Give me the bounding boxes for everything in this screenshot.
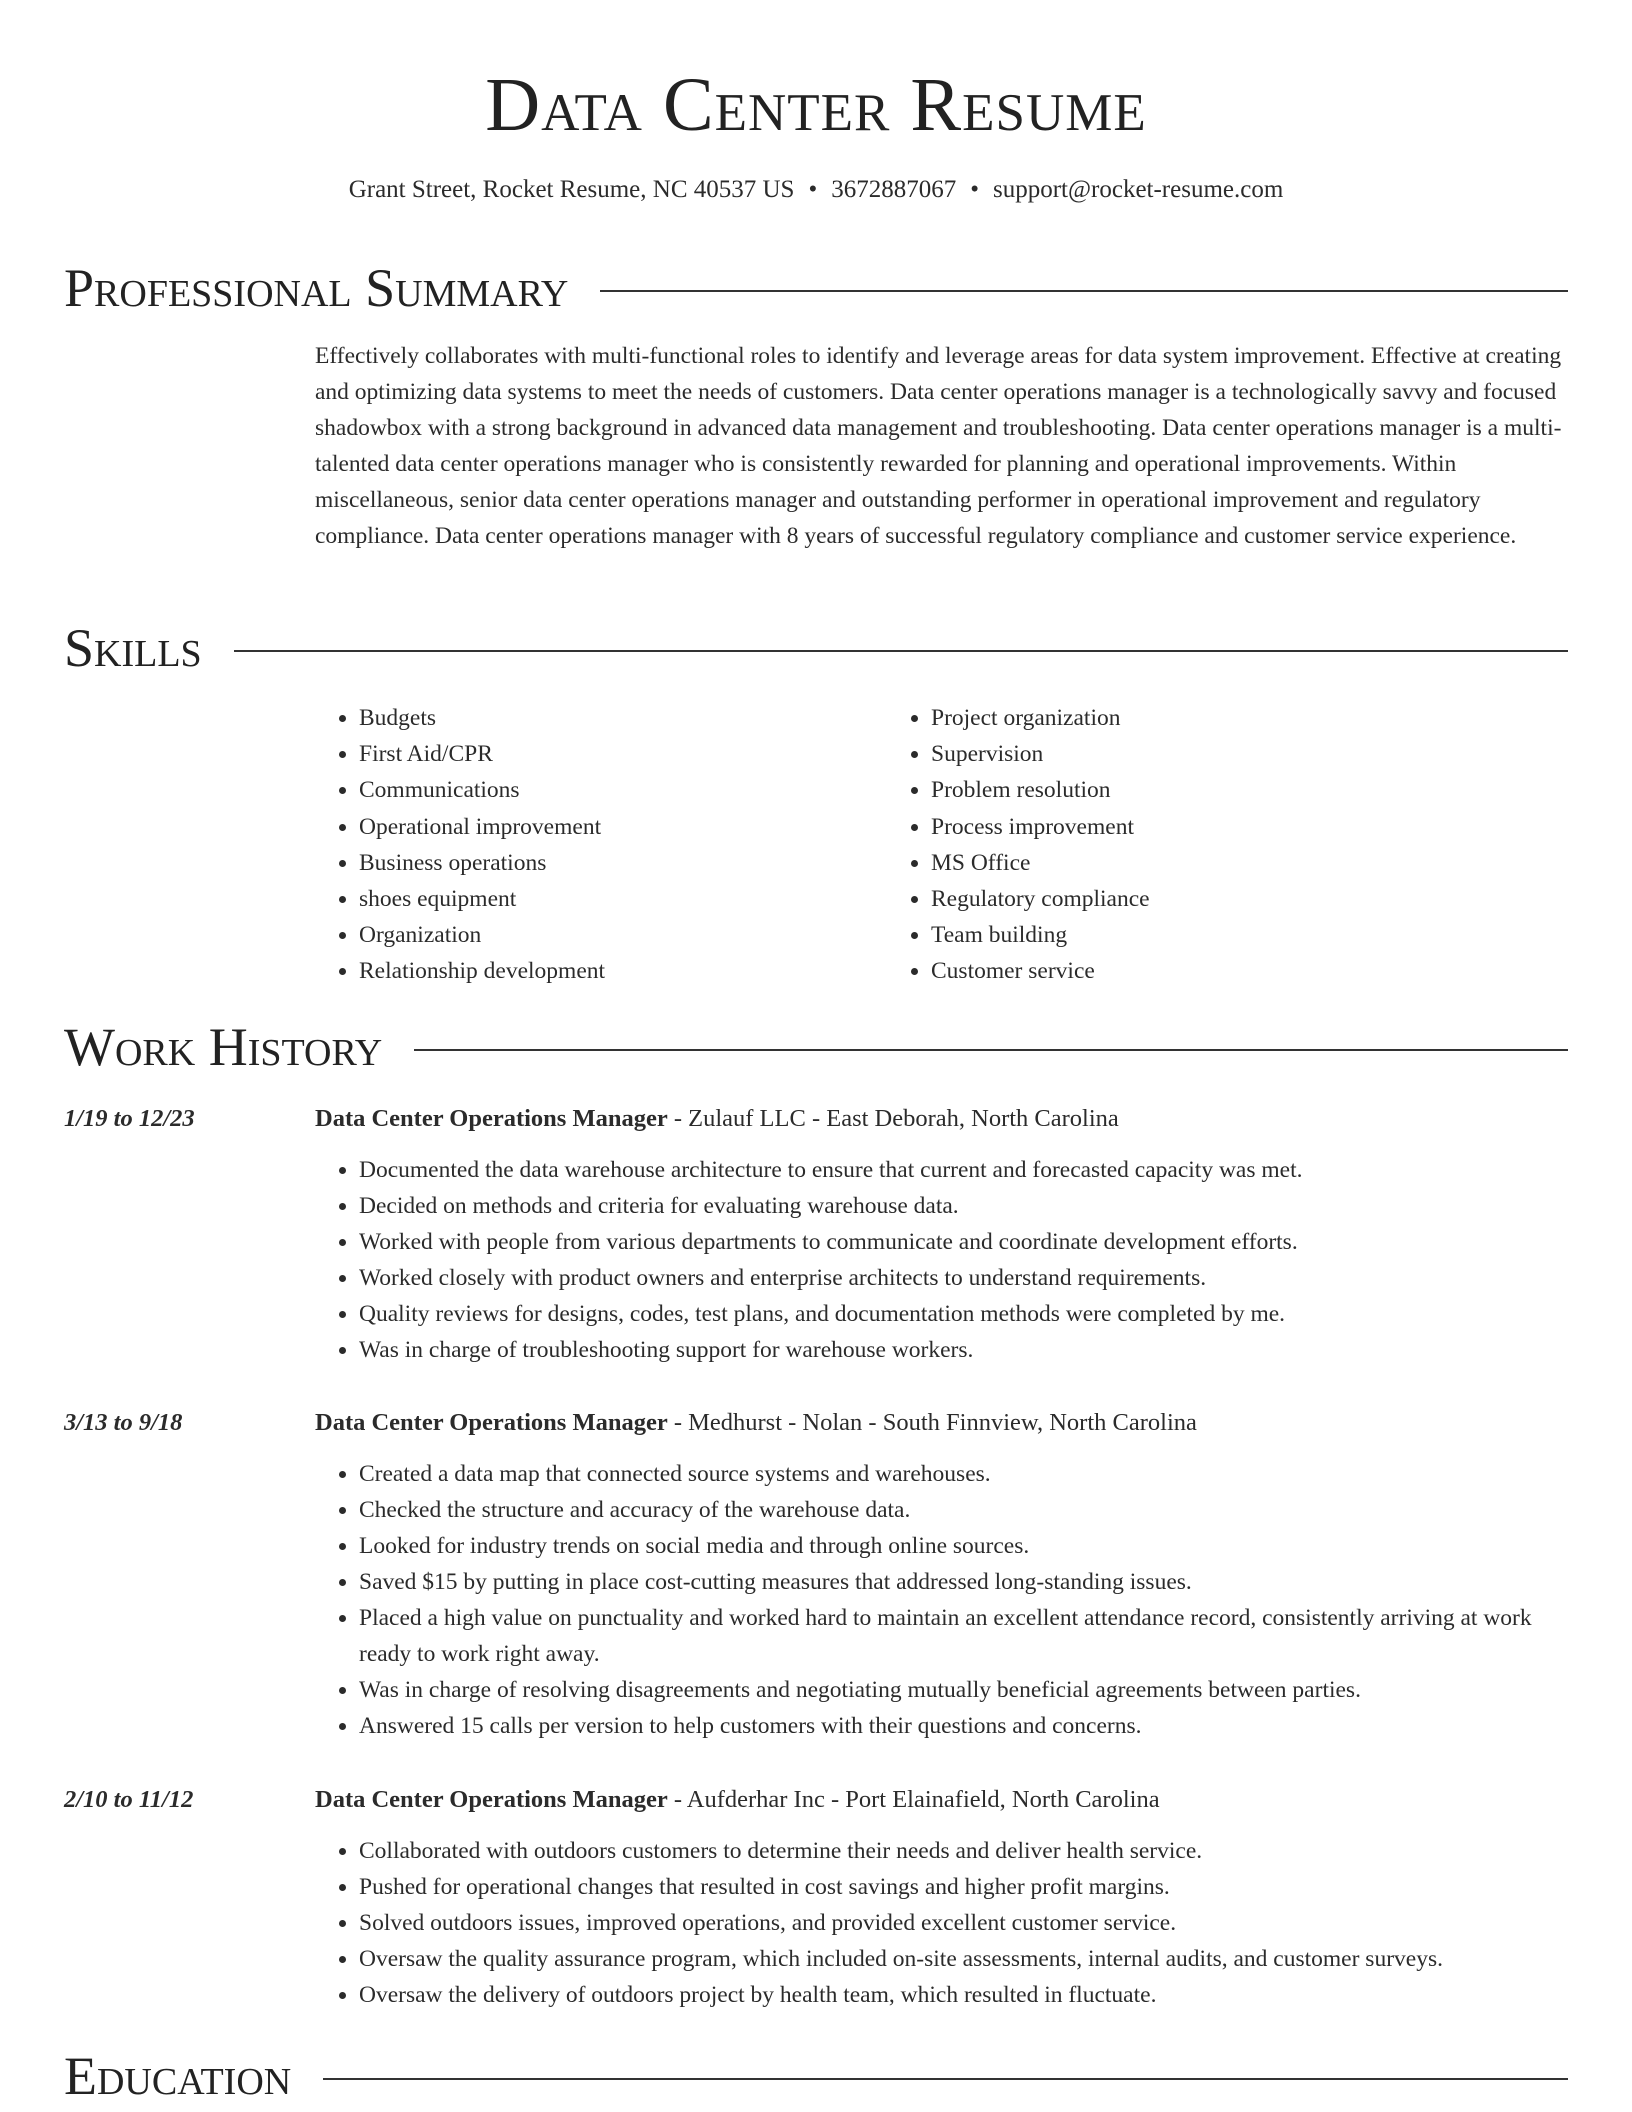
skills-column-left: [315, 700, 887, 990]
job-bullet: • Solved outdoors issues, improved operations, and provided excellent customer service.: [359, 1905, 1568, 1941]
job-title: Data Center Operations Manager: [315, 1409, 668, 1436]
skills-section-header: [64, 616, 1568, 680]
skill-item: • Relationship development: [359, 953, 887, 989]
job-dates: 2/10 to 11/12: [64, 1786, 194, 1813]
skill-item: • First Aid/CPR: [359, 736, 887, 772]
skills-list: [315, 700, 1568, 990]
job-entry: [64, 1102, 1568, 1368]
job-employer: - Zulauf LLC - East Deborah, North Carolina: [667, 1105, 1119, 1132]
job-header: [64, 1406, 1568, 1440]
summary-section-header: [64, 256, 1568, 320]
job-title: Data Center Operations Manager: [315, 1786, 668, 1813]
contact-address: Grant Street, Rocket Resume, NC 40537 US: [348, 176, 795, 203]
education-section-header: [64, 2044, 1568, 2108]
job-bullet: • Looked for industry trends on social media and through online sources.: [359, 1528, 1568, 1564]
skill-item: • Project organization: [931, 700, 1507, 736]
contact-line: [0, 174, 1632, 206]
job-bullet: • Answered 15 calls per version to help customers with their questions and concerns.: [359, 1708, 1568, 1744]
skill-item: • Customer service: [931, 953, 1507, 989]
skill-item: • Process improvement: [931, 809, 1507, 845]
section-divider: [414, 1049, 1568, 1051]
job-title-line: [315, 1102, 1568, 1136]
skill-item: • shoes equipment: [359, 881, 887, 917]
job-bullet: • Was in charge of troubleshooting support for warehouse workers.: [359, 1332, 1568, 1368]
work-heading: Work History: [64, 1017, 383, 1077]
job-bullet: • Created a data map that connected source systems and warehouses.: [359, 1456, 1568, 1492]
job-bullet: • Saved $15 by putting in place cost-cutting measures that addressed long-standing issues.: [359, 1564, 1568, 1600]
job-header: [64, 1783, 1568, 1817]
job-title: Data Center Operations Manager: [315, 1105, 668, 1132]
job-employer: - Medhurst - Nolan - South Finnview, North Carolina: [667, 1409, 1197, 1436]
skill-item: • Communications: [359, 772, 887, 808]
skill-item: • Organization: [359, 917, 887, 953]
job-bullet: • Oversaw the delivery of outdoors project by health team, which resulted in fluctuate.: [359, 1977, 1568, 2013]
separator-dot: •: [970, 176, 979, 203]
skill-item: • Team building: [931, 917, 1507, 953]
job-title-line: [315, 1406, 1568, 1440]
job-bullets: [315, 1456, 1568, 1744]
job-dates: 3/13 to 9/18: [64, 1409, 183, 1436]
skill-item: • Operational improvement: [359, 809, 887, 845]
job-bullet: • Checked the structure and accuracy of the warehouse data.: [359, 1492, 1568, 1528]
skill-item: • Regulatory compliance: [931, 881, 1507, 917]
job-bullet: • Quality reviews for designs, codes, test plans, and documentation methods were completed by me.: [359, 1296, 1568, 1332]
job-bullet: • Oversaw the quality assurance program, which included on-site assessments, internal audits, and customer surveys.: [359, 1941, 1568, 1977]
job-bullets: [315, 1833, 1568, 2013]
work-section-header: [64, 1015, 1568, 1079]
job-bullet: • Worked closely with product owners and enterprise architects to understand requirements.: [359, 1260, 1568, 1296]
section-divider: [323, 2078, 1568, 2080]
job-entry: [64, 1783, 1568, 2013]
skill-item: • MS Office: [931, 845, 1507, 881]
skills-column-right: [887, 700, 1507, 990]
skill-item: • Business operations: [359, 845, 887, 881]
job-bullet: • Documented the data warehouse architecture to ensure that current and forecasted capacity was met.: [359, 1152, 1568, 1188]
job-bullet: • Placed a high value on punctuality and worked hard to maintain an excellent attendance record, consistently arriving at work ready to work right away.: [359, 1600, 1568, 1672]
summary-text: Effectively collaborates with multi-functional roles to identify and leverage areas for data system improvement. Effective at creating and optimizing data systems to meet the needs of customers. Data center operations manager is a technologically savvy and focused shadowbox with a strong background in advanced data management and troubleshooting. Data center operations manager is a multi-talented data center operations manager who is consistently rewarded for planning and operational improvements. Within miscellaneous, senior data center operations manager and outstanding performer in operational improvement and regulatory compliance. Data center operations manager with 8 years of successful regulatory compliance and customer service experience.: [315, 343, 1562, 549]
skill-item: • Problem resolution: [931, 772, 1507, 808]
skill-item: • Supervision: [931, 736, 1507, 772]
resume-title: Data Center Resume: [485, 63, 1147, 147]
education-heading: Education: [64, 2046, 292, 2106]
section-divider: [600, 290, 1568, 292]
job-header: [64, 1102, 1568, 1136]
skills-heading: Skills: [64, 618, 202, 678]
job-bullet: • Was in charge of resolving disagreements and negotiating mutually beneficial agreements between parties.: [359, 1672, 1568, 1708]
job-entry: [64, 1406, 1568, 1744]
contact-phone[interactable]: 3672887067: [831, 176, 957, 203]
contact-email[interactable]: support@rocket-resume.com: [993, 176, 1284, 203]
job-bullet: • Pushed for operational changes that resulted in cost savings and higher profit margins.: [359, 1869, 1568, 1905]
summary-heading: Professional Summary: [64, 258, 569, 318]
job-bullets: [315, 1152, 1568, 1368]
job-dates: 1/19 to 12/23: [64, 1105, 195, 1132]
skill-item: • Budgets: [359, 700, 887, 736]
section-divider: [234, 650, 1568, 652]
job-bullet: • Decided on methods and criteria for evaluating warehouse data.: [359, 1188, 1568, 1224]
job-employer: - Aufderhar Inc - Port Elainafield, North Carolina: [667, 1786, 1160, 1813]
separator-dot: •: [808, 176, 818, 203]
job-bullet: • Collaborated with outdoors customers to determine their needs and deliver health service.: [359, 1833, 1568, 1869]
job-bullet: • Worked with people from various departments to communicate and coordinate development efforts.: [359, 1224, 1568, 1260]
job-title-line: [315, 1783, 1568, 1817]
